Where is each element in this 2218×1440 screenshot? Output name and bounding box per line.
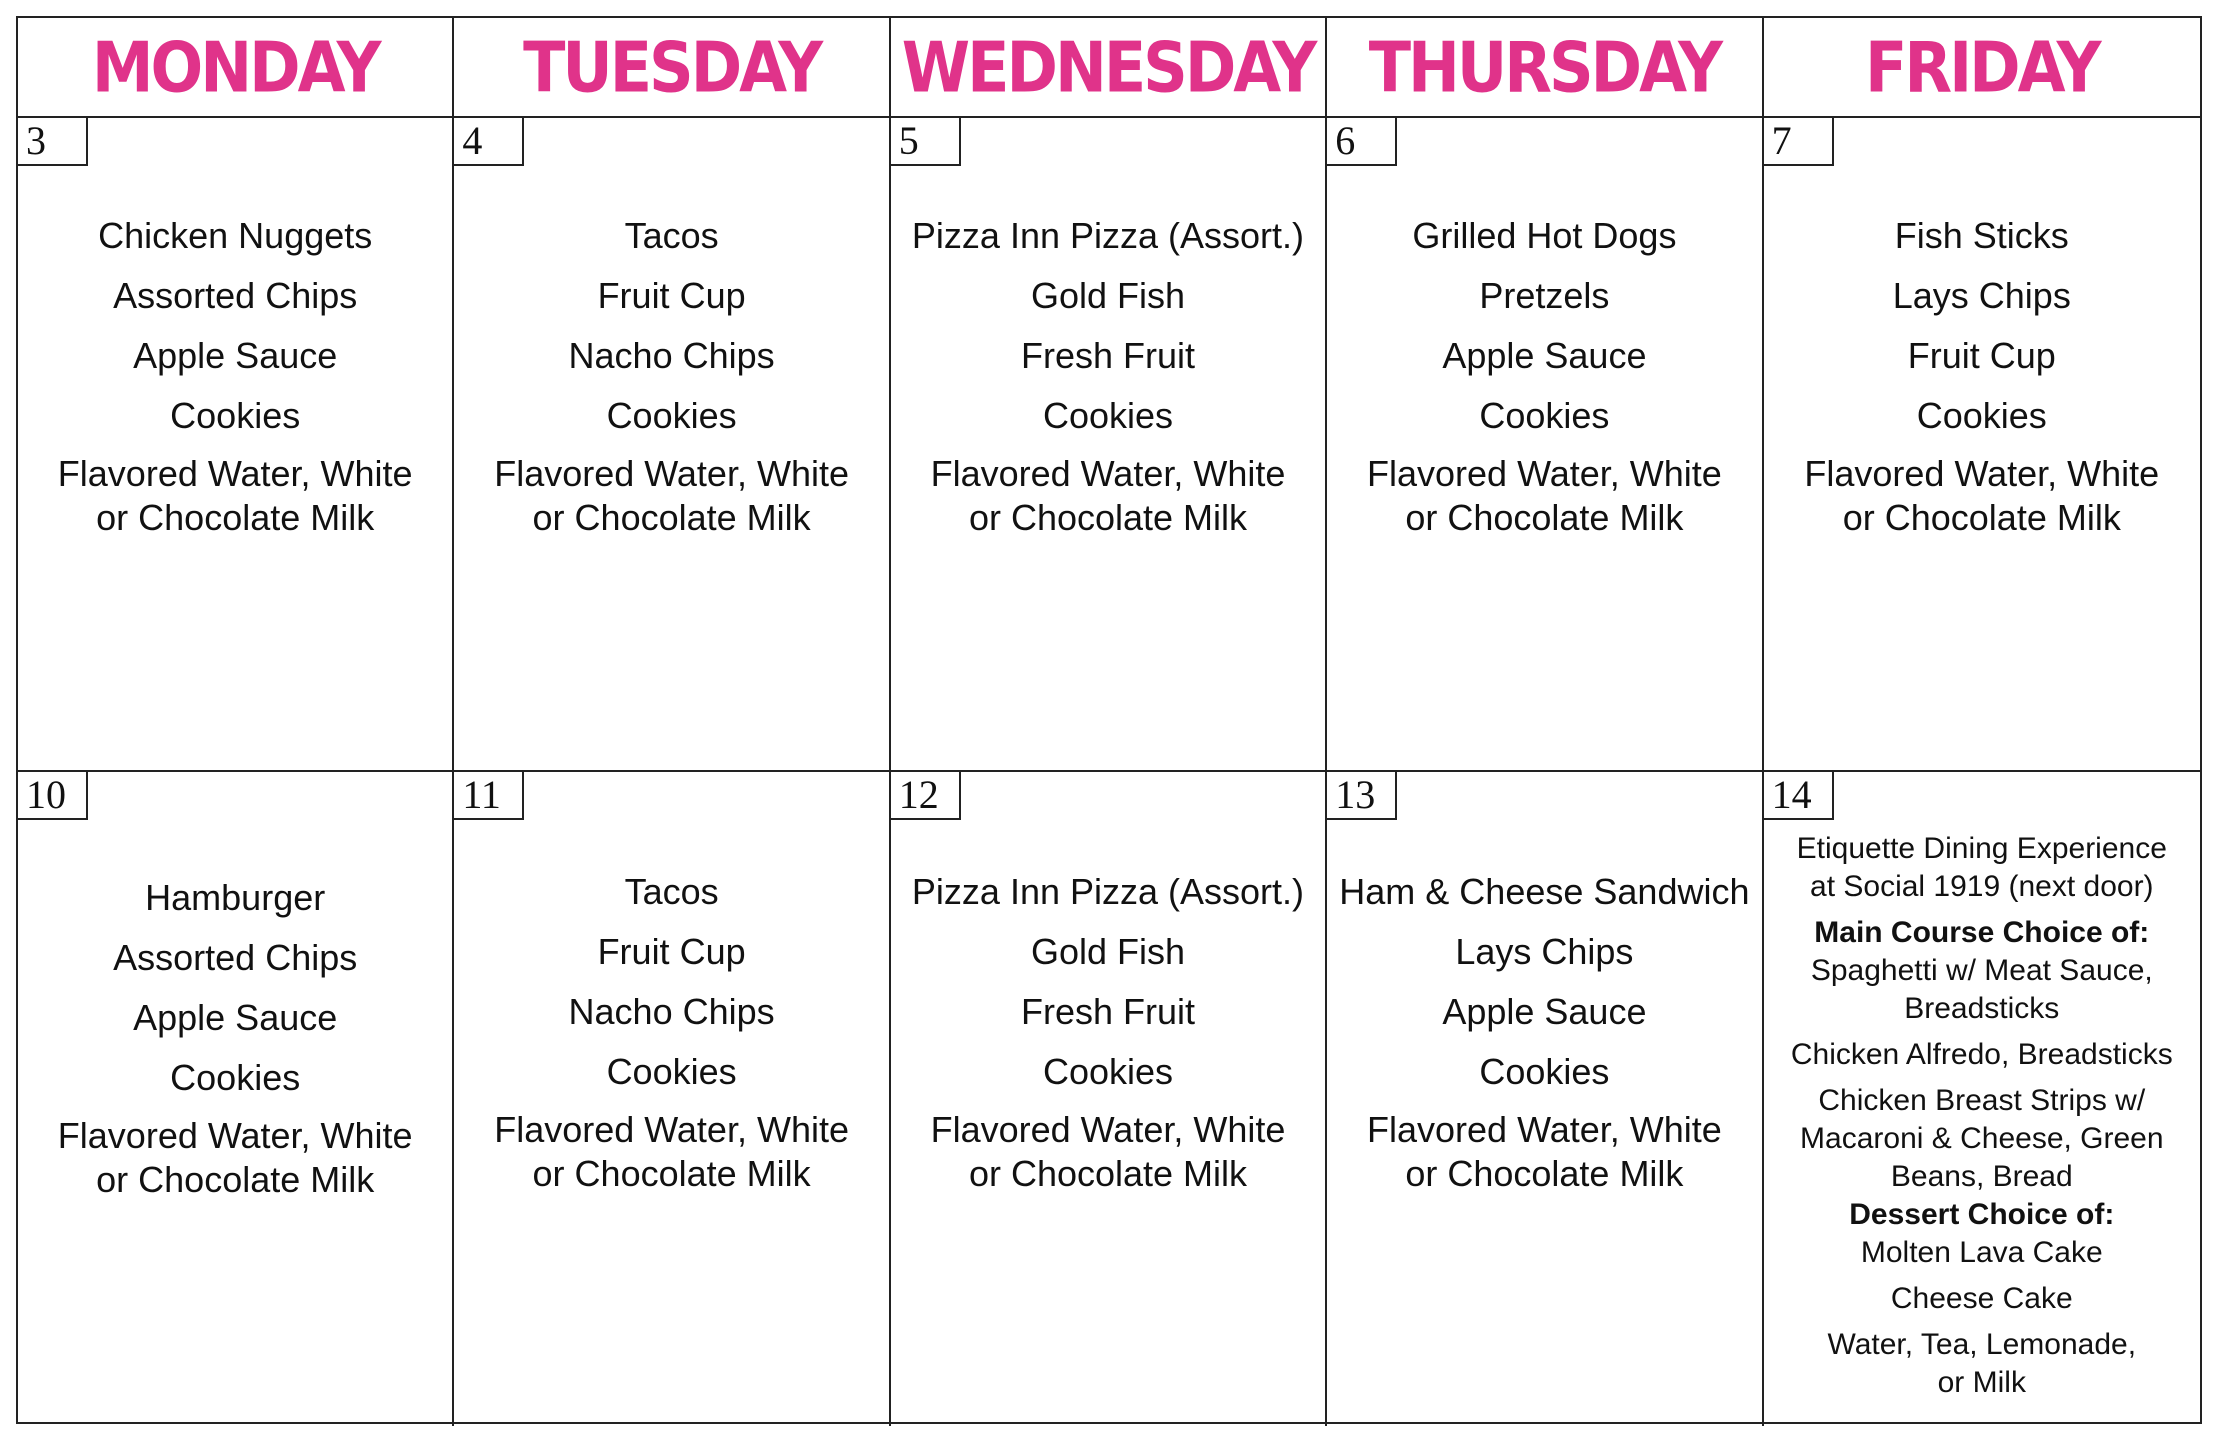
main-course-heading: Main Course Choice of: — [1814, 916, 2150, 949]
menu-item: Gold Fish — [1030, 931, 1186, 972]
day-name-wednesday: WEDNESDAY — [901, 26, 1315, 108]
day-cell-7 — [1764, 118, 2200, 772]
menu-item: Pizza Inn Pizza (Assort.) — [911, 871, 1305, 912]
date-number: 10 — [18, 772, 88, 820]
drink-line: or Chocolate Milk — [96, 497, 375, 538]
day-cell-10 — [18, 772, 454, 1426]
date-number: 11 — [454, 772, 524, 820]
menu-item: Lays Chips — [1455, 931, 1634, 972]
menu-item: Fresh Fruit — [1020, 991, 1195, 1032]
menu-list — [18, 206, 452, 540]
date-number: 4 — [454, 118, 524, 166]
drink-choices: Water, Tea, Lemonade, — [1827, 1328, 2137, 1361]
menu-item: Cookies — [1916, 395, 2047, 436]
menu-item: Cookies — [1479, 1051, 1610, 1092]
menu-item: Chicken Nuggets — [98, 215, 373, 256]
menu-item: Nacho Chips — [568, 335, 775, 376]
drink-options — [1327, 452, 1761, 540]
drink-options — [891, 452, 1325, 540]
day-cell-6 — [1327, 118, 1763, 772]
menu-item: Fruit Cup — [1907, 335, 2056, 376]
menu-item: Cookies — [606, 395, 737, 436]
drink-options — [18, 1114, 452, 1202]
drink-line: or Chocolate Milk — [1842, 497, 2121, 538]
date-number: 6 — [1327, 118, 1397, 166]
dessert-choice-1: Molten Lava Cake — [1860, 1236, 2103, 1269]
drink-line: or Chocolate Milk — [968, 1153, 1248, 1194]
date-number: 5 — [891, 118, 961, 166]
drink-choices-cont: or Milk — [1937, 1366, 2026, 1399]
dessert-heading: Dessert Choice of: — [1849, 1198, 2115, 1231]
drink-options — [1327, 1108, 1761, 1196]
main-choice-3: Chicken Breast Strips w/ — [1818, 1084, 2146, 1117]
menu-list — [891, 206, 1325, 540]
menu-item: Tacos — [624, 215, 719, 256]
day-cell-14 — [1764, 772, 2200, 1426]
day-cell-12 — [891, 772, 1327, 1426]
menu-item: Tacos — [624, 871, 719, 912]
drink-line: or Chocolate Milk — [532, 1153, 811, 1194]
day-name-thursday: THURSDAY — [1368, 26, 1721, 108]
drink-line: or Chocolate Milk — [968, 497, 1248, 538]
menu-item: Apple Sauce — [1442, 991, 1647, 1032]
header-friday — [1764, 18, 2200, 118]
menu-item: Fruit Cup — [597, 275, 746, 316]
lunch-menu-calendar — [16, 16, 2202, 1424]
day-cell-11 — [454, 772, 890, 1426]
drink-options — [1764, 452, 2200, 540]
menu-item: Assorted Chips — [113, 937, 358, 978]
drink-line: Flavored Water, White — [930, 1109, 1286, 1150]
main-choice-2: Chicken Alfredo, Breadsticks — [1790, 1038, 2173, 1071]
menu-item: Grilled Hot Dogs — [1412, 215, 1677, 256]
menu-list — [891, 862, 1325, 1196]
menu-item: Gold Fish — [1030, 275, 1186, 316]
drink-options — [454, 1108, 888, 1196]
menu-item: Pizza Inn Pizza (Assort.) — [911, 215, 1305, 256]
main-choice-3-cont: Macaroni & Cheese, Green — [1800, 1122, 2164, 1155]
date-number: 7 — [1764, 118, 1834, 166]
menu-item: Hamburger — [145, 877, 326, 918]
menu-item: Cookies — [170, 395, 301, 436]
menu-item: Apple Sauce — [133, 997, 338, 1038]
menu-item: Cookies — [1479, 395, 1610, 436]
menu-list — [1327, 862, 1761, 1196]
menu-item: Lays Chips — [1892, 275, 2071, 316]
menu-item: Nacho Chips — [568, 991, 775, 1032]
date-number: 3 — [18, 118, 88, 166]
header-wednesday — [891, 18, 1327, 118]
drink-line: Flavored Water, White — [1367, 453, 1722, 494]
dessert-choice-2: Cheese Cake — [1890, 1282, 2073, 1315]
header-thursday — [1327, 18, 1763, 118]
drink-line: Flavored Water, White — [494, 1109, 849, 1150]
event-location-line: at Social 1919 (next door) — [1810, 870, 2154, 903]
date-number: 14 — [1764, 772, 1834, 820]
main-choice-1-cont: Breadsticks — [1904, 992, 2060, 1025]
etiquette-dining-menu — [1764, 830, 2200, 1402]
menu-list — [454, 862, 888, 1196]
drink-line: or Chocolate Milk — [1405, 1153, 1684, 1194]
menu-list — [1764, 206, 2200, 540]
drink-line: Flavored Water, White — [930, 453, 1286, 494]
menu-item: Fruit Cup — [597, 931, 746, 972]
day-cell-5 — [891, 118, 1327, 772]
drink-line: or Chocolate Milk — [1405, 497, 1684, 538]
menu-item: Assorted Chips — [113, 275, 358, 316]
day-name-friday: FRIDAY — [1865, 26, 2099, 108]
menu-list — [18, 868, 452, 1202]
menu-item: Cookies — [170, 1057, 301, 1098]
menu-item: Cookies — [1042, 395, 1174, 436]
day-name-tuesday: TUESDAY — [523, 26, 821, 108]
day-cell-13 — [1327, 772, 1763, 1426]
drink-line: Flavored Water, White — [57, 1115, 413, 1156]
header-tuesday — [454, 18, 890, 118]
drink-line: Flavored Water, White — [57, 453, 413, 494]
menu-item: Cookies — [1042, 1051, 1174, 1092]
event-title-line: Etiquette Dining Experience — [1796, 832, 2167, 865]
menu-item: Ham & Cheese Sandwich — [1339, 871, 1750, 912]
day-cell-4 — [454, 118, 890, 772]
menu-item: Fresh Fruit — [1020, 335, 1195, 376]
day-name-monday: MONDAY — [91, 26, 379, 108]
day-cell-3 — [18, 118, 454, 772]
main-choice-3-cont: Beans, Bread — [1890, 1160, 2073, 1193]
header-monday — [18, 18, 454, 118]
drink-options — [18, 452, 452, 540]
drink-line: Flavored Water, White — [1804, 453, 2160, 494]
menu-item: Apple Sauce — [133, 335, 338, 376]
drink-line: or Chocolate Milk — [96, 1159, 375, 1200]
date-number: 12 — [891, 772, 961, 820]
menu-item: Pretzels — [1479, 275, 1610, 316]
drink-line: Flavored Water, White — [1367, 1109, 1722, 1150]
drink-options — [454, 452, 888, 540]
main-choice-1: Spaghetti w/ Meat Sauce, — [1810, 954, 2153, 987]
drink-line: Flavored Water, White — [494, 453, 849, 494]
menu-item: Cookies — [606, 1051, 737, 1092]
menu-item: Fish Sticks — [1894, 215, 2069, 256]
drink-line: or Chocolate Milk — [532, 497, 811, 538]
menu-item: Apple Sauce — [1442, 335, 1647, 376]
date-number: 13 — [1327, 772, 1397, 820]
menu-list — [1327, 206, 1761, 540]
drink-options — [891, 1108, 1325, 1196]
menu-list — [454, 206, 888, 540]
